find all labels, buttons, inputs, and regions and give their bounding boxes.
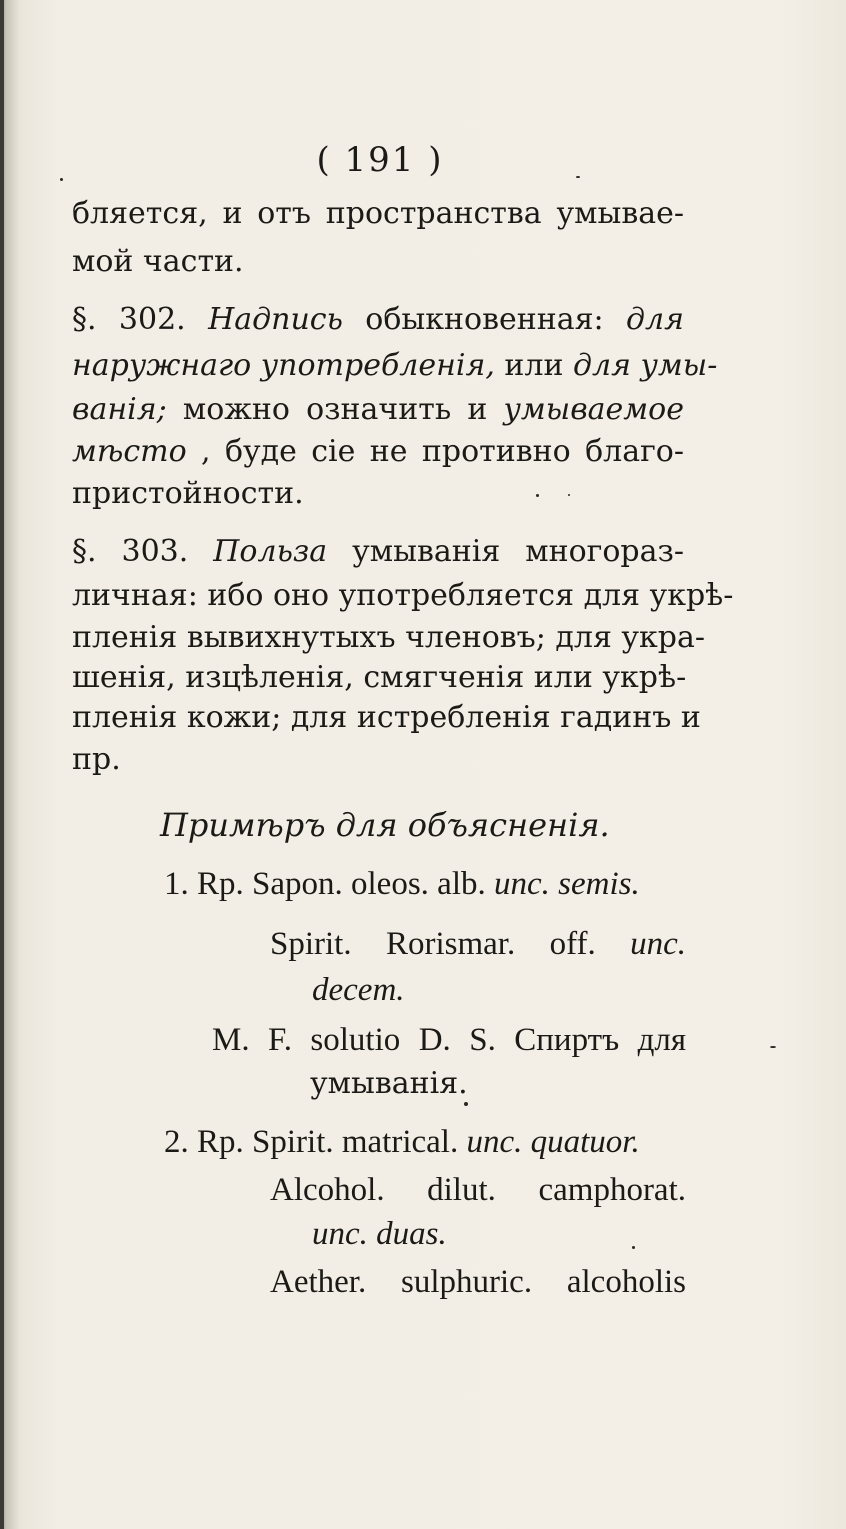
- dose: unc.: [630, 926, 686, 962]
- instruction: F. solutio D. S. Спиртъ для: [268, 1022, 687, 1058]
- rx-label: Rp.: [197, 866, 244, 902]
- section-number: §. 302.: [72, 302, 186, 337]
- item-number: 1.: [164, 866, 189, 902]
- term: Надпись: [208, 302, 343, 337]
- prescription-2-line-2: Alcohol. dilut. camphorat.: [270, 1172, 686, 1208]
- paragraph-303-line-2: личная: ибо оно употребляется для укрѣ-: [72, 578, 734, 613]
- page-binding-edge: [0, 0, 4, 1529]
- ingredient: Sapon. oleos. alb.: [252, 866, 486, 902]
- dose: unc. duas.: [312, 1216, 447, 1252]
- paper-speck: [536, 494, 539, 497]
- term: для умы-: [573, 348, 718, 383]
- text: умыванiя многораз-: [327, 534, 684, 569]
- dose: decem.: [312, 972, 405, 1008]
- prescription-1-line-2: [270, 926, 686, 963]
- text: или: [494, 348, 573, 383]
- paragraph-302-line-2: [72, 348, 718, 383]
- prescription-2-line-4: Aether. sulphuric. alcoholis: [270, 1264, 686, 1300]
- text-line: бляется, и отъ пространства умывае-: [72, 196, 684, 231]
- term: для: [626, 302, 684, 337]
- paper-speck: [576, 176, 580, 178]
- text: можно означить и: [166, 392, 504, 427]
- ingredient: Spirit. matrical.: [252, 1124, 459, 1160]
- paper-speck: [632, 1246, 635, 1249]
- prescription-1-line-3: [312, 972, 405, 1009]
- example-heading: Примѣръ для объясненiя.: [160, 806, 610, 844]
- paragraph-303-line-5: пленiя кожи; для истребленiя гадинъ и: [72, 700, 701, 735]
- paragraph-303-line-3: пленiя вывихнутыхъ членовъ; для укра-: [72, 620, 706, 655]
- prescription-1-line-1: [164, 866, 640, 903]
- prescription-2-line-1: [164, 1124, 640, 1161]
- term: умываемое: [503, 392, 684, 427]
- rx-label: Rp.: [197, 1124, 244, 1160]
- term: наружнаго употребленiя,: [72, 348, 495, 383]
- item-number: 2.: [164, 1124, 189, 1160]
- text-line: мой части.: [72, 244, 244, 279]
- paper-speck: [60, 178, 63, 181]
- text: , буде сiе не противно благо-: [186, 434, 684, 469]
- prescription-2-line-3: [312, 1216, 447, 1253]
- ingredient: Spirit. Rorismar. off.: [270, 926, 596, 962]
- paragraph-303-line-6: пр.: [72, 742, 121, 777]
- paragraph-302-line-1: [72, 302, 684, 337]
- paragraph-303-line-1: [72, 534, 684, 569]
- page-number: ( 191 ): [316, 140, 444, 180]
- prescription-1-line-5: умыванiя.: [310, 1066, 468, 1101]
- text: обыкновенная:: [342, 302, 627, 337]
- term: ванiя;: [72, 392, 167, 427]
- paragraph-302-line-3: [72, 392, 684, 427]
- paragraph-303-line-4: шенiя, изцѣленiя, смягченiя или укрѣ-: [72, 660, 687, 695]
- dose: unc. semis.: [494, 866, 640, 902]
- paper-speck: [770, 1046, 776, 1048]
- paragraph-302-line-5: пристойности.: [72, 476, 304, 511]
- term: мѣсто: [72, 434, 187, 469]
- instruction: M.: [212, 1022, 250, 1058]
- dose: unc. quatuor.: [466, 1124, 640, 1160]
- prescription-1-line-4: [212, 1022, 686, 1059]
- paper-speck: [464, 1102, 468, 1106]
- term: Польза: [213, 534, 328, 569]
- paper-speck: [568, 494, 570, 496]
- section-number: §. 303.: [72, 534, 189, 569]
- paragraph-302-line-4: [72, 434, 684, 469]
